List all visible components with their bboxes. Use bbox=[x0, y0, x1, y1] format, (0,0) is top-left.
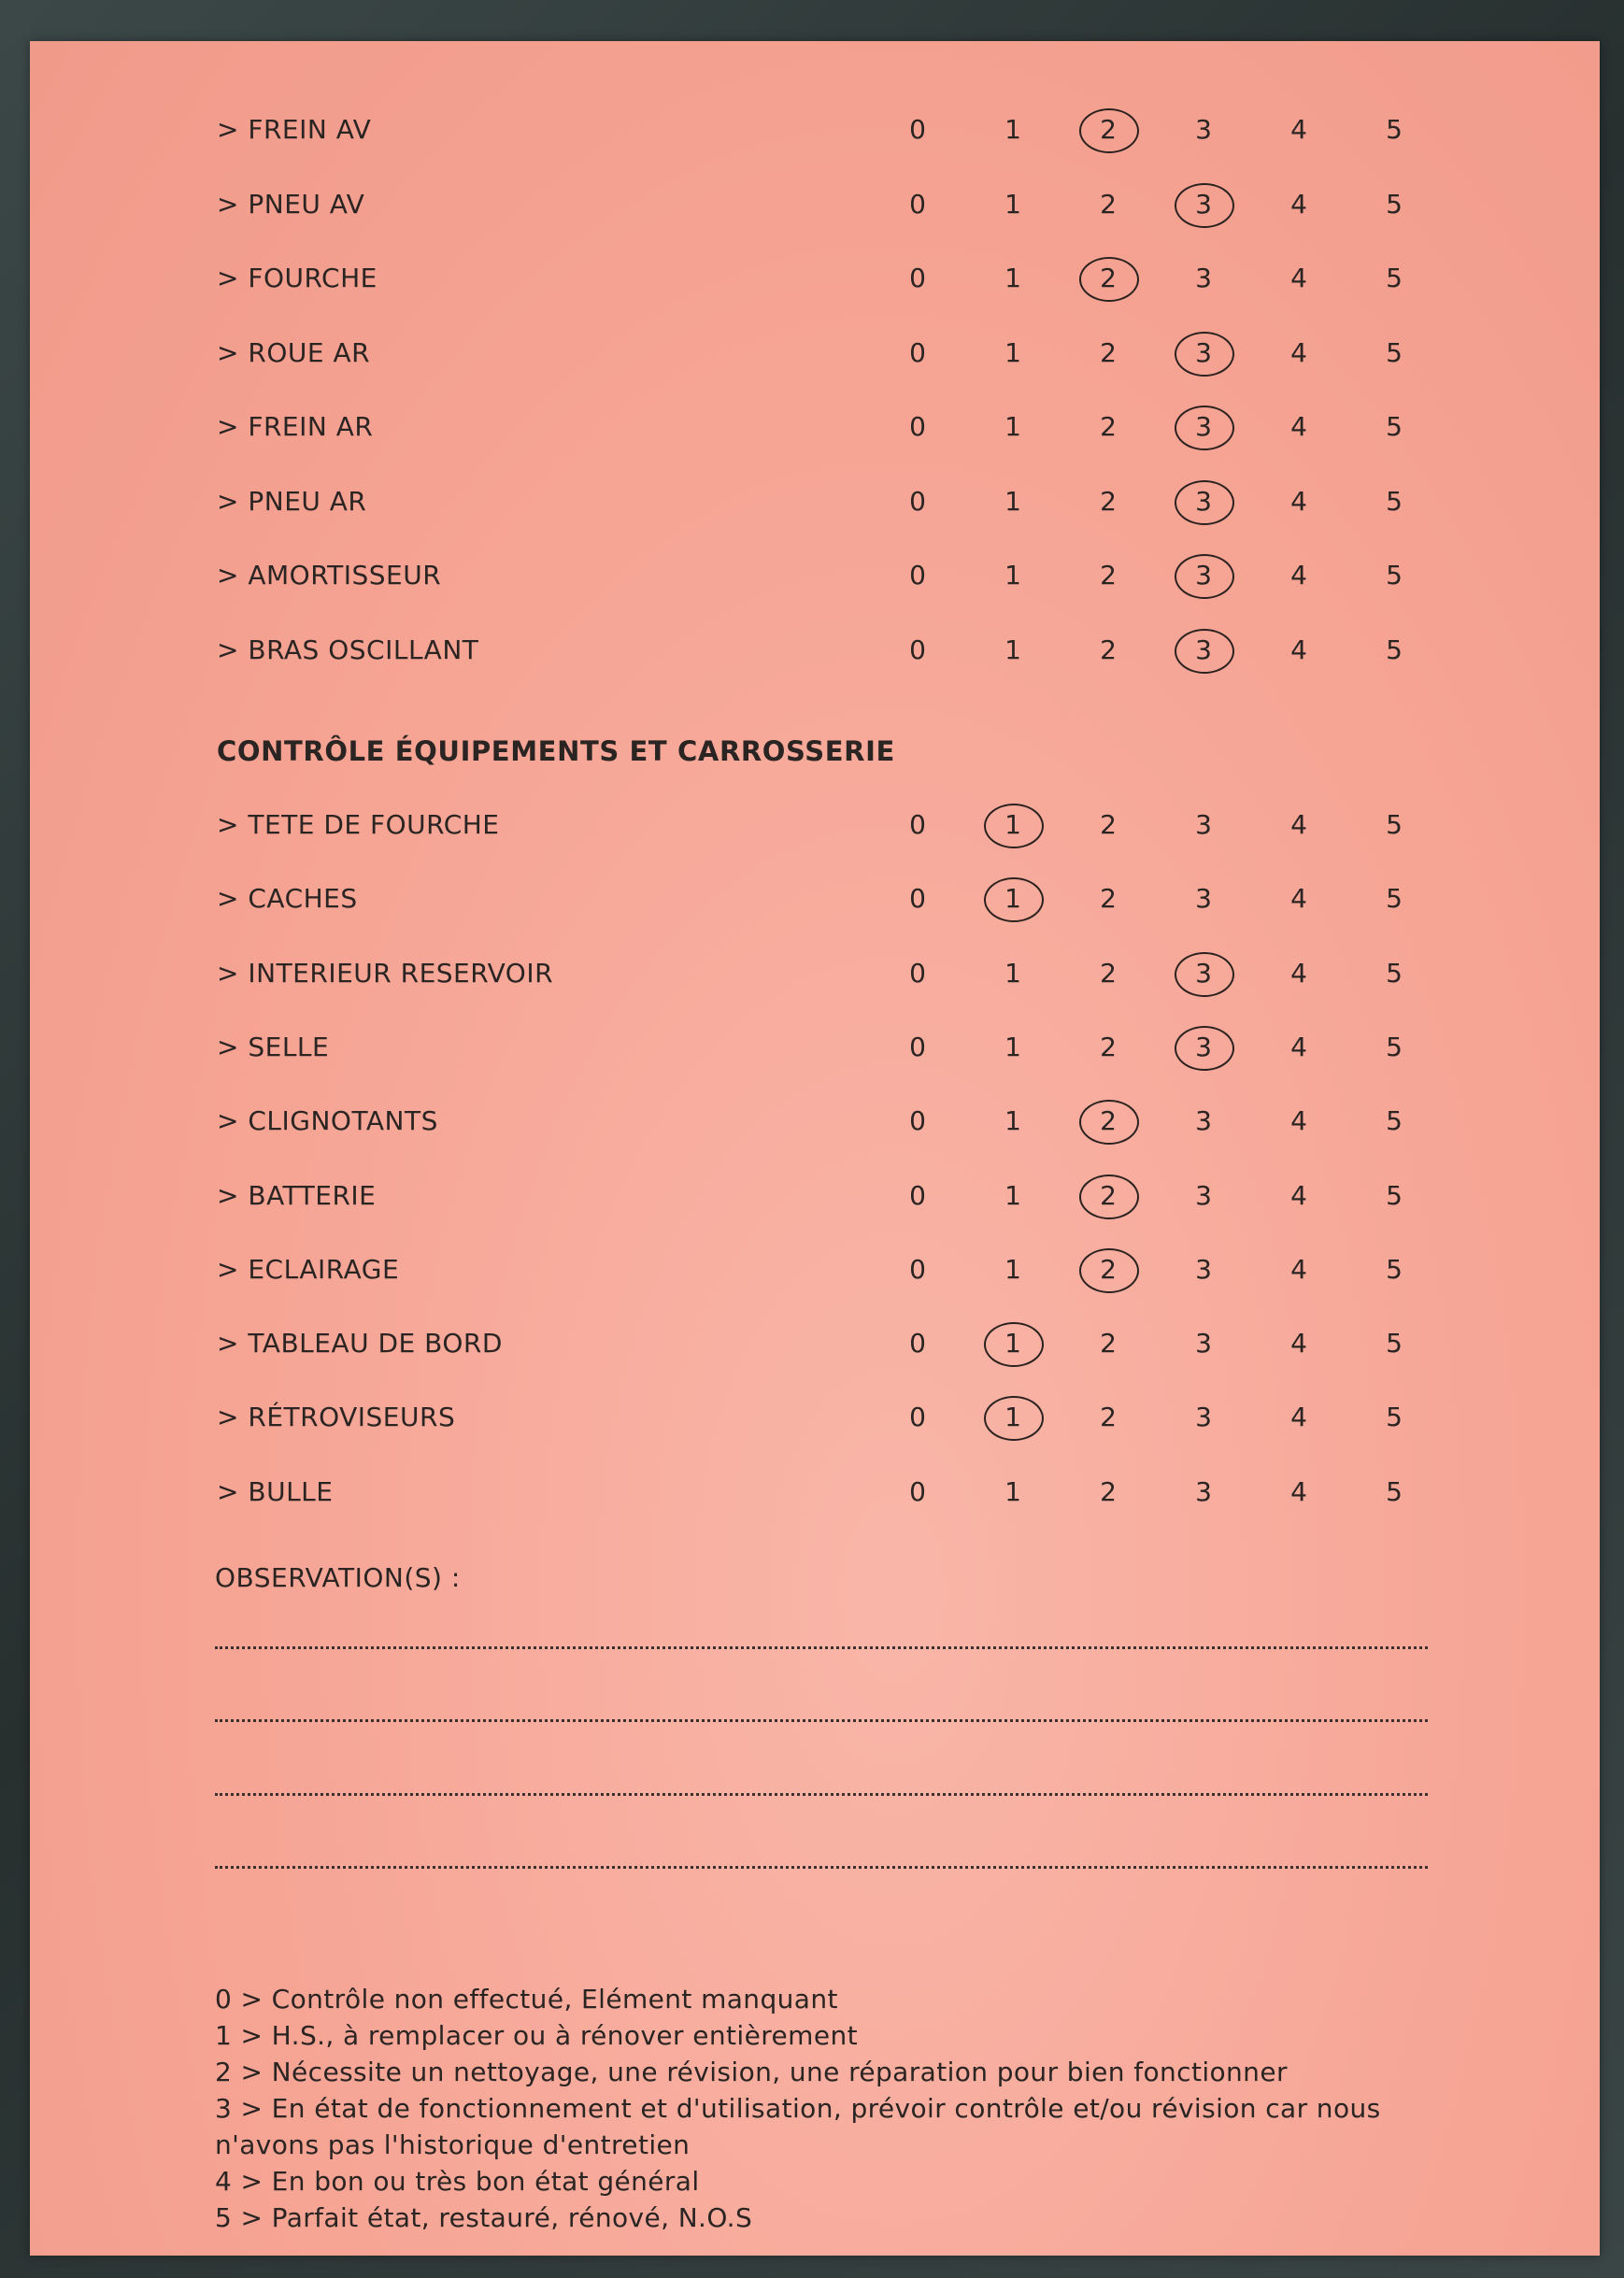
score-option[interactable]: 0 bbox=[909, 560, 926, 591]
score-option[interactable]: 4 bbox=[1290, 1179, 1307, 1211]
rating-row-label: > FOURCHE bbox=[217, 263, 378, 293]
score-option[interactable]: 2 bbox=[1100, 883, 1117, 915]
score-option[interactable]: 0 bbox=[909, 634, 926, 665]
score-option[interactable]: 1 bbox=[1004, 1179, 1021, 1211]
legend-line: 4 > En bon ou très bon état général bbox=[215, 2166, 700, 2197]
rating-row bbox=[30, 946, 1600, 1002]
score-option[interactable]: 0 bbox=[909, 188, 926, 220]
score-option[interactable]: 3 bbox=[1195, 1328, 1212, 1360]
score-option[interactable]: 0 bbox=[909, 1402, 926, 1433]
score-option-selected[interactable]: 3 bbox=[1171, 1019, 1236, 1075]
rating-row-label: > BATTERIE bbox=[217, 1179, 377, 1211]
score-option[interactable]: 1 bbox=[1004, 634, 1021, 665]
score-option[interactable]: 2 bbox=[1100, 336, 1117, 368]
rating-row bbox=[30, 1168, 1600, 1224]
score-option[interactable]: 0 bbox=[909, 1179, 926, 1211]
rating-row-label: > FREIN AV bbox=[217, 114, 372, 145]
score-option-selected[interactable]: 3 bbox=[1171, 399, 1236, 455]
score-option[interactable]: 3 bbox=[1195, 114, 1212, 145]
rating-row-label: > BRAS OSCILLANT bbox=[217, 634, 479, 665]
score-option[interactable]: 1 bbox=[1004, 1105, 1021, 1137]
inspection-sheet bbox=[30, 41, 1600, 2256]
score-option[interactable]: 2 bbox=[1100, 957, 1117, 989]
score-option-selected[interactable]: 3 bbox=[1171, 622, 1236, 678]
rating-row-label: > INTERIEUR RESERVOIR bbox=[217, 957, 554, 989]
score-option[interactable]: 0 bbox=[909, 114, 926, 145]
score-option[interactable]: 5 bbox=[1386, 485, 1403, 517]
score-option[interactable]: 5 bbox=[1386, 411, 1403, 442]
score-option[interactable]: 5 bbox=[1386, 883, 1403, 915]
score-option[interactable]: 4 bbox=[1290, 1328, 1307, 1360]
score-option[interactable]: 5 bbox=[1386, 1475, 1403, 1507]
score-option[interactable]: 1 bbox=[1004, 114, 1021, 145]
score-option[interactable]: 5 bbox=[1386, 188, 1403, 220]
score-option[interactable]: 4 bbox=[1290, 809, 1307, 840]
score-option[interactable]: 0 bbox=[909, 883, 926, 915]
score-option[interactable]: 4 bbox=[1290, 1475, 1307, 1507]
score-option[interactable]: 3 bbox=[1195, 1105, 1212, 1137]
rating-row-label: > AMORTISSEUR bbox=[217, 560, 442, 591]
score-option[interactable]: 4 bbox=[1290, 957, 1307, 989]
score-option[interactable]: 4 bbox=[1290, 634, 1307, 665]
rating-row-label: > CACHES bbox=[217, 883, 358, 915]
rating-row bbox=[30, 1242, 1600, 1298]
score-option[interactable]: 4 bbox=[1290, 1253, 1307, 1285]
score-option-selected[interactable]: 1 bbox=[980, 1389, 1046, 1445]
score-option[interactable]: 2 bbox=[1100, 1475, 1117, 1507]
rating-row bbox=[30, 474, 1600, 530]
rating-row-label: > TETE DE FOURCHE bbox=[217, 809, 500, 840]
score-option[interactable]: 5 bbox=[1386, 560, 1403, 591]
rating-row-label: > CLIGNOTANTS bbox=[217, 1105, 438, 1137]
legend-line: 3 > En état de fonctionnement et d'utilisation, prévoir contrôle et/ou révision car nous bbox=[215, 2093, 1381, 2124]
score-option[interactable]: 0 bbox=[909, 336, 926, 368]
score-option[interactable]: 3 bbox=[1195, 263, 1212, 293]
score-option[interactable]: 5 bbox=[1386, 957, 1403, 989]
score-option-selected[interactable]: 3 bbox=[1171, 177, 1236, 233]
score-option[interactable]: 3 bbox=[1195, 1179, 1212, 1211]
score-option[interactable]: 3 bbox=[1195, 1475, 1212, 1507]
score-option[interactable]: 0 bbox=[909, 485, 926, 517]
rating-row bbox=[30, 871, 1600, 927]
score-option[interactable]: 3 bbox=[1195, 883, 1212, 915]
score-option[interactable]: 4 bbox=[1290, 560, 1307, 591]
score-option[interactable]: 1 bbox=[1004, 1475, 1021, 1507]
score-option[interactable]: 2 bbox=[1100, 560, 1117, 591]
score-option[interactable]: 5 bbox=[1386, 1179, 1403, 1211]
section-title: CONTRÔLE ÉQUIPEMENTS ET CARROSSERIE bbox=[217, 735, 895, 767]
score-option[interactable]: 2 bbox=[1100, 485, 1117, 517]
score-option[interactable]: 1 bbox=[1004, 560, 1021, 591]
score-option-selected[interactable]: 2 bbox=[1076, 102, 1141, 158]
rating-row-label: > FREIN AR bbox=[217, 411, 374, 442]
score-option[interactable]: 5 bbox=[1386, 114, 1403, 145]
score-option[interactable]: 0 bbox=[909, 1031, 926, 1062]
rating-row bbox=[30, 797, 1600, 853]
rating-row-label: > ECLAIRAGE bbox=[217, 1253, 400, 1285]
score-option[interactable]: 2 bbox=[1100, 188, 1117, 220]
score-option[interactable]: 1 bbox=[1004, 188, 1021, 220]
score-option[interactable]: 4 bbox=[1290, 411, 1307, 442]
score-option-selected[interactable]: 2 bbox=[1076, 1242, 1141, 1298]
observations-label: OBSERVATION(S) : bbox=[215, 1562, 461, 1593]
score-option[interactable]: 5 bbox=[1386, 1105, 1403, 1137]
score-option[interactable]: 4 bbox=[1290, 1105, 1307, 1137]
rating-row-label: > TABLEAU DE BORD bbox=[217, 1328, 503, 1360]
legend-line: n'avons pas l'historique d'entretien bbox=[215, 2129, 691, 2160]
score-option[interactable]: 1 bbox=[1004, 336, 1021, 368]
legend-line: 5 > Parfait état, restauré, rénové, N.O.S bbox=[215, 2202, 753, 2233]
score-option[interactable]: 5 bbox=[1386, 1031, 1403, 1062]
rating-row bbox=[30, 1316, 1600, 1372]
score-option[interactable]: 2 bbox=[1100, 634, 1117, 665]
score-option[interactable]: 1 bbox=[1004, 1031, 1021, 1062]
score-option[interactable]: 5 bbox=[1386, 1253, 1403, 1285]
score-option-selected[interactable]: 1 bbox=[980, 871, 1046, 927]
rating-row bbox=[30, 1019, 1600, 1075]
sheet-content bbox=[30, 41, 1600, 2256]
score-option-selected[interactable]: 3 bbox=[1171, 548, 1236, 604]
score-option-selected[interactable]: 2 bbox=[1076, 1093, 1141, 1149]
score-option[interactable]: 3 bbox=[1195, 1402, 1212, 1433]
score-option[interactable]: 2 bbox=[1100, 809, 1117, 840]
score-option[interactable]: 5 bbox=[1386, 263, 1403, 293]
score-option[interactable]: 1 bbox=[1004, 957, 1021, 989]
score-option[interactable]: 4 bbox=[1290, 336, 1307, 368]
score-option[interactable]: 2 bbox=[1100, 411, 1117, 442]
score-option[interactable]: 3 bbox=[1195, 809, 1212, 840]
score-option[interactable]: 5 bbox=[1386, 634, 1403, 665]
score-option[interactable]: 4 bbox=[1290, 1031, 1307, 1062]
rating-row-label: > PNEU AR bbox=[217, 485, 367, 517]
score-option[interactable]: 2 bbox=[1100, 1031, 1117, 1062]
rating-legend bbox=[215, 1981, 1430, 2236]
score-option[interactable]: 0 bbox=[909, 809, 926, 840]
score-option[interactable]: 0 bbox=[909, 1328, 926, 1360]
rating-row-label: > SELLE bbox=[217, 1031, 330, 1062]
rating-row-label: > ROUE AR bbox=[217, 336, 371, 368]
observation-line[interactable] bbox=[215, 1793, 1428, 1796]
score-option-selected[interactable]: 3 bbox=[1171, 325, 1236, 381]
rating-row-label: > BULLE bbox=[217, 1475, 334, 1507]
score-option-selected[interactable]: 1 bbox=[980, 1316, 1046, 1372]
legend-line: 0 > Contrôle non effectué, Elément manquant bbox=[215, 1984, 838, 2015]
rating-row bbox=[30, 622, 1600, 678]
score-option[interactable]: 4 bbox=[1290, 263, 1307, 293]
score-option[interactable]: 2 bbox=[1100, 1402, 1117, 1433]
score-option-selected[interactable]: 3 bbox=[1171, 474, 1236, 530]
observation-line[interactable] bbox=[215, 1646, 1428, 1649]
score-option[interactable]: 1 bbox=[1004, 263, 1021, 293]
score-option[interactable]: 0 bbox=[909, 1253, 926, 1285]
rating-row bbox=[30, 548, 1600, 604]
score-option-selected[interactable]: 1 bbox=[980, 797, 1046, 853]
score-option[interactable]: 0 bbox=[909, 263, 926, 293]
score-option[interactable]: 1 bbox=[1004, 485, 1021, 517]
score-option[interactable]: 5 bbox=[1386, 809, 1403, 840]
rating-row bbox=[30, 399, 1600, 455]
score-option[interactable]: 0 bbox=[909, 411, 926, 442]
score-option[interactable]: 5 bbox=[1386, 336, 1403, 368]
rating-row-label: > PNEU AV bbox=[217, 188, 365, 220]
score-option-selected[interactable]: 2 bbox=[1076, 250, 1141, 306]
score-option[interactable]: 2 bbox=[1100, 1328, 1117, 1360]
rating-row-label: > RÉTROVISEURS bbox=[217, 1402, 456, 1433]
rating-row bbox=[30, 102, 1600, 158]
rating-row bbox=[30, 1093, 1600, 1149]
score-option[interactable]: 0 bbox=[909, 1105, 926, 1137]
observation-line[interactable] bbox=[215, 1866, 1428, 1869]
score-option[interactable]: 3 bbox=[1195, 1253, 1212, 1285]
legend-line: 2 > Nécessite un nettoyage, une révision, une réparation pour bien fonctionner bbox=[215, 2057, 1288, 2087]
score-option[interactable]: 1 bbox=[1004, 411, 1021, 442]
score-option[interactable]: 0 bbox=[909, 957, 926, 989]
score-option[interactable]: 5 bbox=[1386, 1402, 1403, 1433]
observation-line[interactable] bbox=[215, 1719, 1428, 1722]
score-option[interactable]: 5 bbox=[1386, 1328, 1403, 1360]
rating-row bbox=[30, 250, 1600, 306]
score-option[interactable]: 1 bbox=[1004, 1253, 1021, 1285]
score-option-selected[interactable]: 3 bbox=[1171, 946, 1236, 1002]
score-option[interactable]: 4 bbox=[1290, 114, 1307, 145]
score-option[interactable]: 4 bbox=[1290, 188, 1307, 220]
rating-row bbox=[30, 1464, 1600, 1520]
rating-row bbox=[30, 325, 1600, 381]
score-option[interactable]: 0 bbox=[909, 1475, 926, 1507]
rating-row bbox=[30, 177, 1600, 233]
score-option[interactable]: 4 bbox=[1290, 883, 1307, 915]
score-option[interactable]: 4 bbox=[1290, 1402, 1307, 1433]
legend-line: 1 > H.S., à remplacer ou à rénover entièrement bbox=[215, 2020, 858, 2051]
score-option[interactable]: 4 bbox=[1290, 485, 1307, 517]
rating-row bbox=[30, 1389, 1600, 1445]
score-option-selected[interactable]: 2 bbox=[1076, 1168, 1141, 1224]
